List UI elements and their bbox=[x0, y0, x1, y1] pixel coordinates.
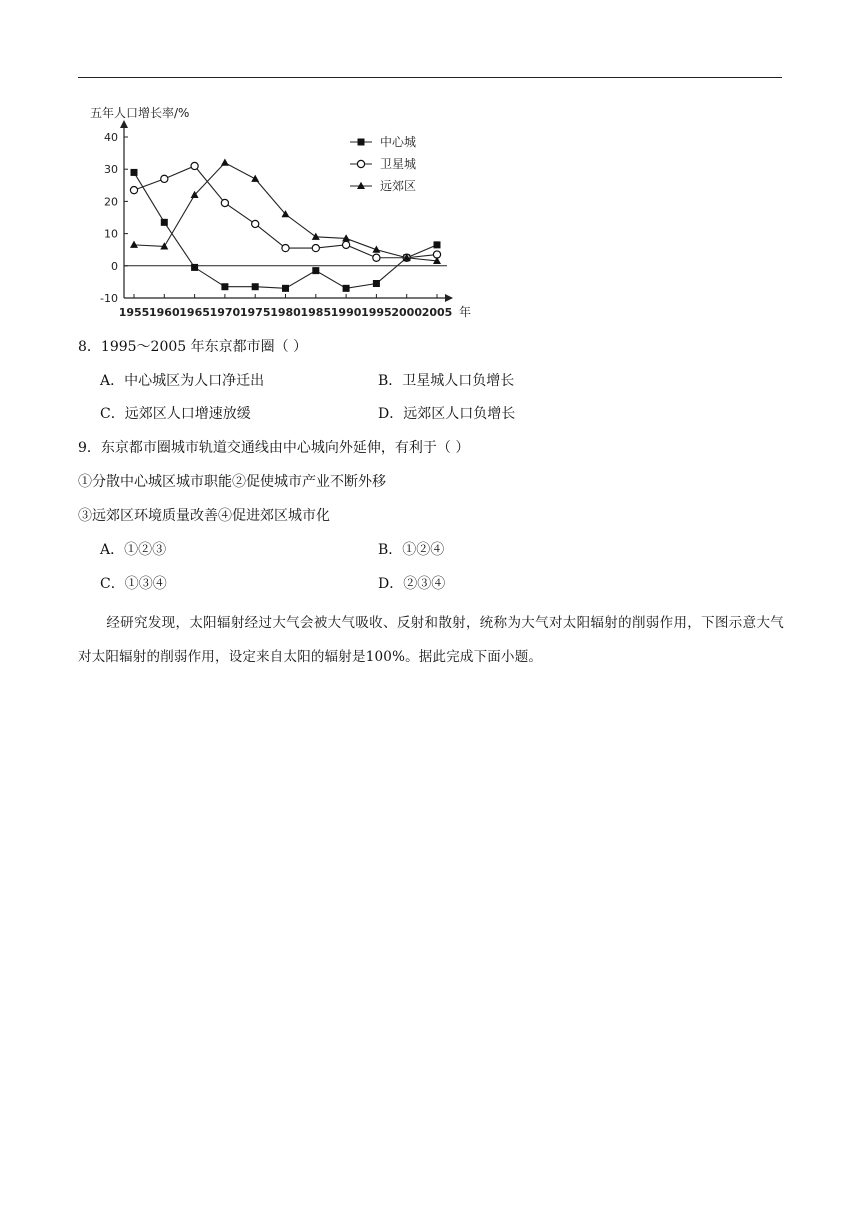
chart-legend bbox=[350, 134, 416, 193]
chart-axes bbox=[100, 120, 453, 319]
data-point bbox=[131, 169, 138, 176]
question-9-option-d[interactable]: D．②③④ bbox=[378, 576, 446, 592]
x-tick-label: 1975 bbox=[239, 306, 271, 319]
data-point bbox=[191, 264, 198, 271]
legend-label: 中心城 bbox=[380, 135, 417, 149]
question-9-statement-line-2: ③远郊区环境质量改善④促进郊区城市化 bbox=[78, 508, 330, 524]
y-axis-label: 五年人口增长率/% bbox=[90, 106, 190, 120]
y-tick-label: 40 bbox=[104, 131, 118, 144]
x-axis-arrow bbox=[445, 294, 453, 302]
population-growth-chart bbox=[84, 100, 484, 322]
y-tick-label: 30 bbox=[104, 163, 118, 177]
data-point bbox=[312, 233, 320, 240]
x-tick-label: 1995 bbox=[361, 306, 392, 319]
legend-marker bbox=[358, 139, 365, 146]
intro-paragraph: 经研究发现，太阳辐射经过大气会被大气吸收、反射和散射，统称为大气对太阳辐射的削弱作用，下图示意大气对太阳辐射的削弱作用，设定来自太阳的辐射是100%。据此完成下面小题。 bbox=[78, 615, 784, 665]
data-point bbox=[312, 244, 319, 251]
question-9-option-a[interactable]: A．①②③ bbox=[100, 542, 167, 558]
data-point bbox=[221, 283, 228, 290]
data-point bbox=[252, 283, 259, 290]
y-axis-arrow bbox=[120, 120, 128, 128]
data-point bbox=[282, 285, 289, 292]
x-tick-label: 1960 bbox=[148, 306, 180, 319]
data-point bbox=[312, 267, 319, 274]
question-8-stem: 8．1995～2005 年东京都市圈（ ） bbox=[78, 339, 308, 355]
y-tick-label: 10 bbox=[104, 227, 118, 241]
data-point bbox=[130, 187, 137, 194]
data-point bbox=[373, 280, 380, 287]
legend-marker bbox=[357, 160, 364, 167]
x-tick-label: 1955 bbox=[118, 306, 150, 319]
question-8-option-b[interactable]: B．卫星城人口负增长 bbox=[378, 373, 515, 389]
data-point bbox=[434, 241, 441, 248]
data-point bbox=[282, 244, 289, 251]
question-9-option-c[interactable]: C．①③④ bbox=[100, 576, 167, 592]
data-point bbox=[343, 285, 350, 292]
question-9-option-b[interactable]: B．①②④ bbox=[378, 542, 445, 558]
legend-marker bbox=[357, 182, 365, 189]
x-tick-label: 1970 bbox=[209, 306, 241, 319]
y-tick-label: 20 bbox=[104, 195, 118, 209]
x-axis-unit: 年 bbox=[459, 305, 472, 319]
y-tick-label: 0 bbox=[111, 259, 118, 273]
data-point bbox=[252, 220, 259, 227]
legend-label: 远郊区 bbox=[380, 179, 417, 193]
data-point bbox=[373, 254, 380, 261]
data-point bbox=[221, 199, 228, 206]
question-8-option-c[interactable]: C．远郊区人口增速放缓 bbox=[100, 406, 251, 422]
data-point bbox=[130, 241, 138, 248]
question-8-option-a[interactable]: A．中心城区为人口净迁出 bbox=[100, 373, 265, 389]
x-tick-label: 1965 bbox=[179, 306, 210, 319]
data-point bbox=[221, 159, 229, 166]
data-point bbox=[251, 175, 259, 182]
data-point bbox=[161, 175, 168, 182]
data-point bbox=[161, 219, 168, 226]
data-point bbox=[343, 241, 350, 248]
data-point bbox=[191, 162, 198, 169]
x-tick-label: 2000 bbox=[391, 306, 423, 319]
question-9-statement-line-1: ①分散中心城区城市职能②促使城市产业不断外移 bbox=[78, 474, 386, 490]
header-rule bbox=[78, 77, 782, 78]
question-8-option-d[interactable]: D．远郊区人口负增长 bbox=[378, 406, 516, 422]
y-tick-label: -10 bbox=[100, 292, 118, 305]
x-tick-label: 1990 bbox=[330, 306, 362, 319]
legend-label: 卫星城 bbox=[380, 157, 417, 171]
question-9-stem: 9．东京都市圈城市轨道交通线由中心城向外延伸，有利于（ ） bbox=[78, 440, 470, 456]
x-tick-label: 1985 bbox=[300, 306, 332, 319]
x-tick-label: 1980 bbox=[270, 306, 301, 319]
x-tick-label: 2005 bbox=[421, 306, 453, 319]
